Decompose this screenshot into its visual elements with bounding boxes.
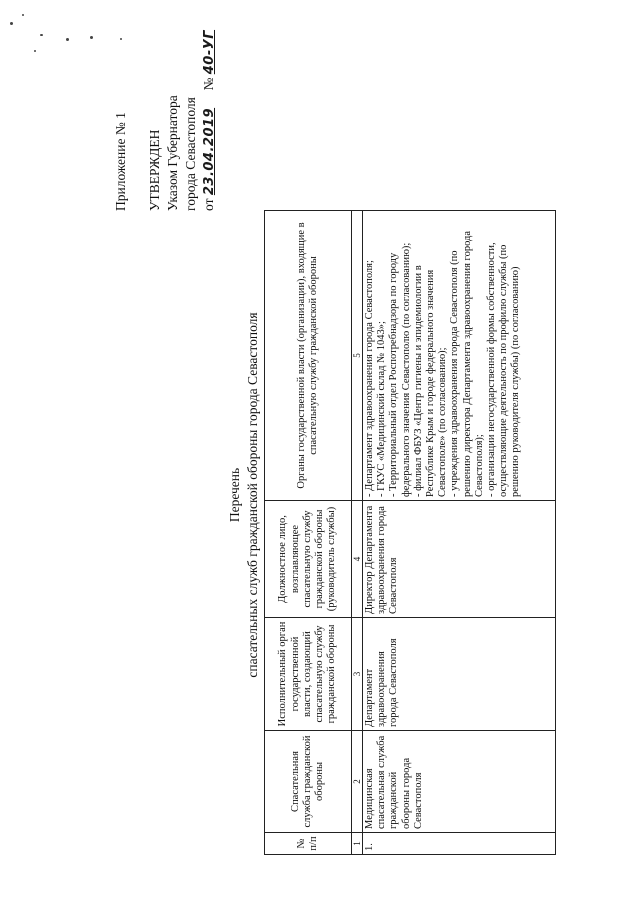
table-header-row	[265, 211, 352, 855]
column-number: 1	[352, 833, 363, 855]
appendix-label: Приложение № 1	[113, 112, 128, 211]
service-name: Медицинская спасательная служба гражданской обороны города Севастополя	[363, 731, 556, 833]
header-cell: Органы государственной власти (организации), входящие в спасательную службу гражданской обороны	[265, 211, 352, 501]
column-number: 4	[352, 501, 363, 618]
header-cell: Спасательная служба гражданской обороны	[265, 731, 352, 833]
organization-item: - филиал ФБУЗ «Центр гигиены и эпидемиологии в Республике Крым и городе федерального значения Севастополе» (по согласованию);	[412, 265, 449, 497]
header-cell: Исполнительный орган государственной власти, создающий спасательную службу гражданской обороны	[265, 618, 352, 731]
decree-label: Указом Губернатора	[165, 95, 180, 211]
column-number: 2	[352, 731, 363, 833]
row-number: 1.	[363, 833, 556, 855]
column-number: 5	[352, 211, 363, 501]
service-head: Директор Департамента здравоохранения города Севастополя	[363, 501, 556, 618]
header-cell: № п/п	[265, 833, 352, 855]
handwritten-number: 40-УГ	[202, 29, 217, 75]
column-number-row	[352, 211, 363, 855]
document-title	[226, 205, 262, 785]
approval-block	[112, 11, 219, 211]
header-cell: Должностное лицо, возглавляющее спасательную службу гражданской обороны (руководитель службы)	[265, 501, 352, 618]
from-prefix: от	[201, 198, 216, 211]
column-number: 3	[352, 618, 363, 731]
city-label: города Севастополя	[183, 97, 198, 211]
decree-date-line	[200, 11, 219, 211]
organization-item: - организации негосударственной формы собственности, осуществляющие деятельность по профилю службы (по решению руководителя службы) (по согласованию)	[486, 242, 522, 497]
member-organizations	[363, 211, 556, 501]
services-table	[264, 210, 556, 855]
approved-label: УТВЕРЖДЕН	[147, 129, 162, 211]
number-label: №	[201, 77, 216, 91]
title-line-2: спасательных служб гражданской обороны города Севастополя	[245, 312, 260, 678]
organization-item: - учреждения здравоохранения города Севастополя (по решению директора Департамента здравоохранения города Севастополя);	[449, 230, 485, 497]
table-row	[363, 211, 556, 855]
organization-item: - ГКУС «Медицинский склад № 1043»;	[376, 321, 388, 497]
handwritten-date: 23.04.2019	[202, 107, 217, 196]
organization-item: - Территориальный отдел Роспотребнадзора по городу федерального значения Севастополю (по согласованию);	[388, 242, 412, 497]
organization-item: - Департамент здравоохранения города Севастополя;	[364, 260, 375, 497]
creating-body: Департамент здравоохранения города Севастополя	[363, 618, 556, 731]
title-line-1: Перечень	[227, 467, 242, 523]
